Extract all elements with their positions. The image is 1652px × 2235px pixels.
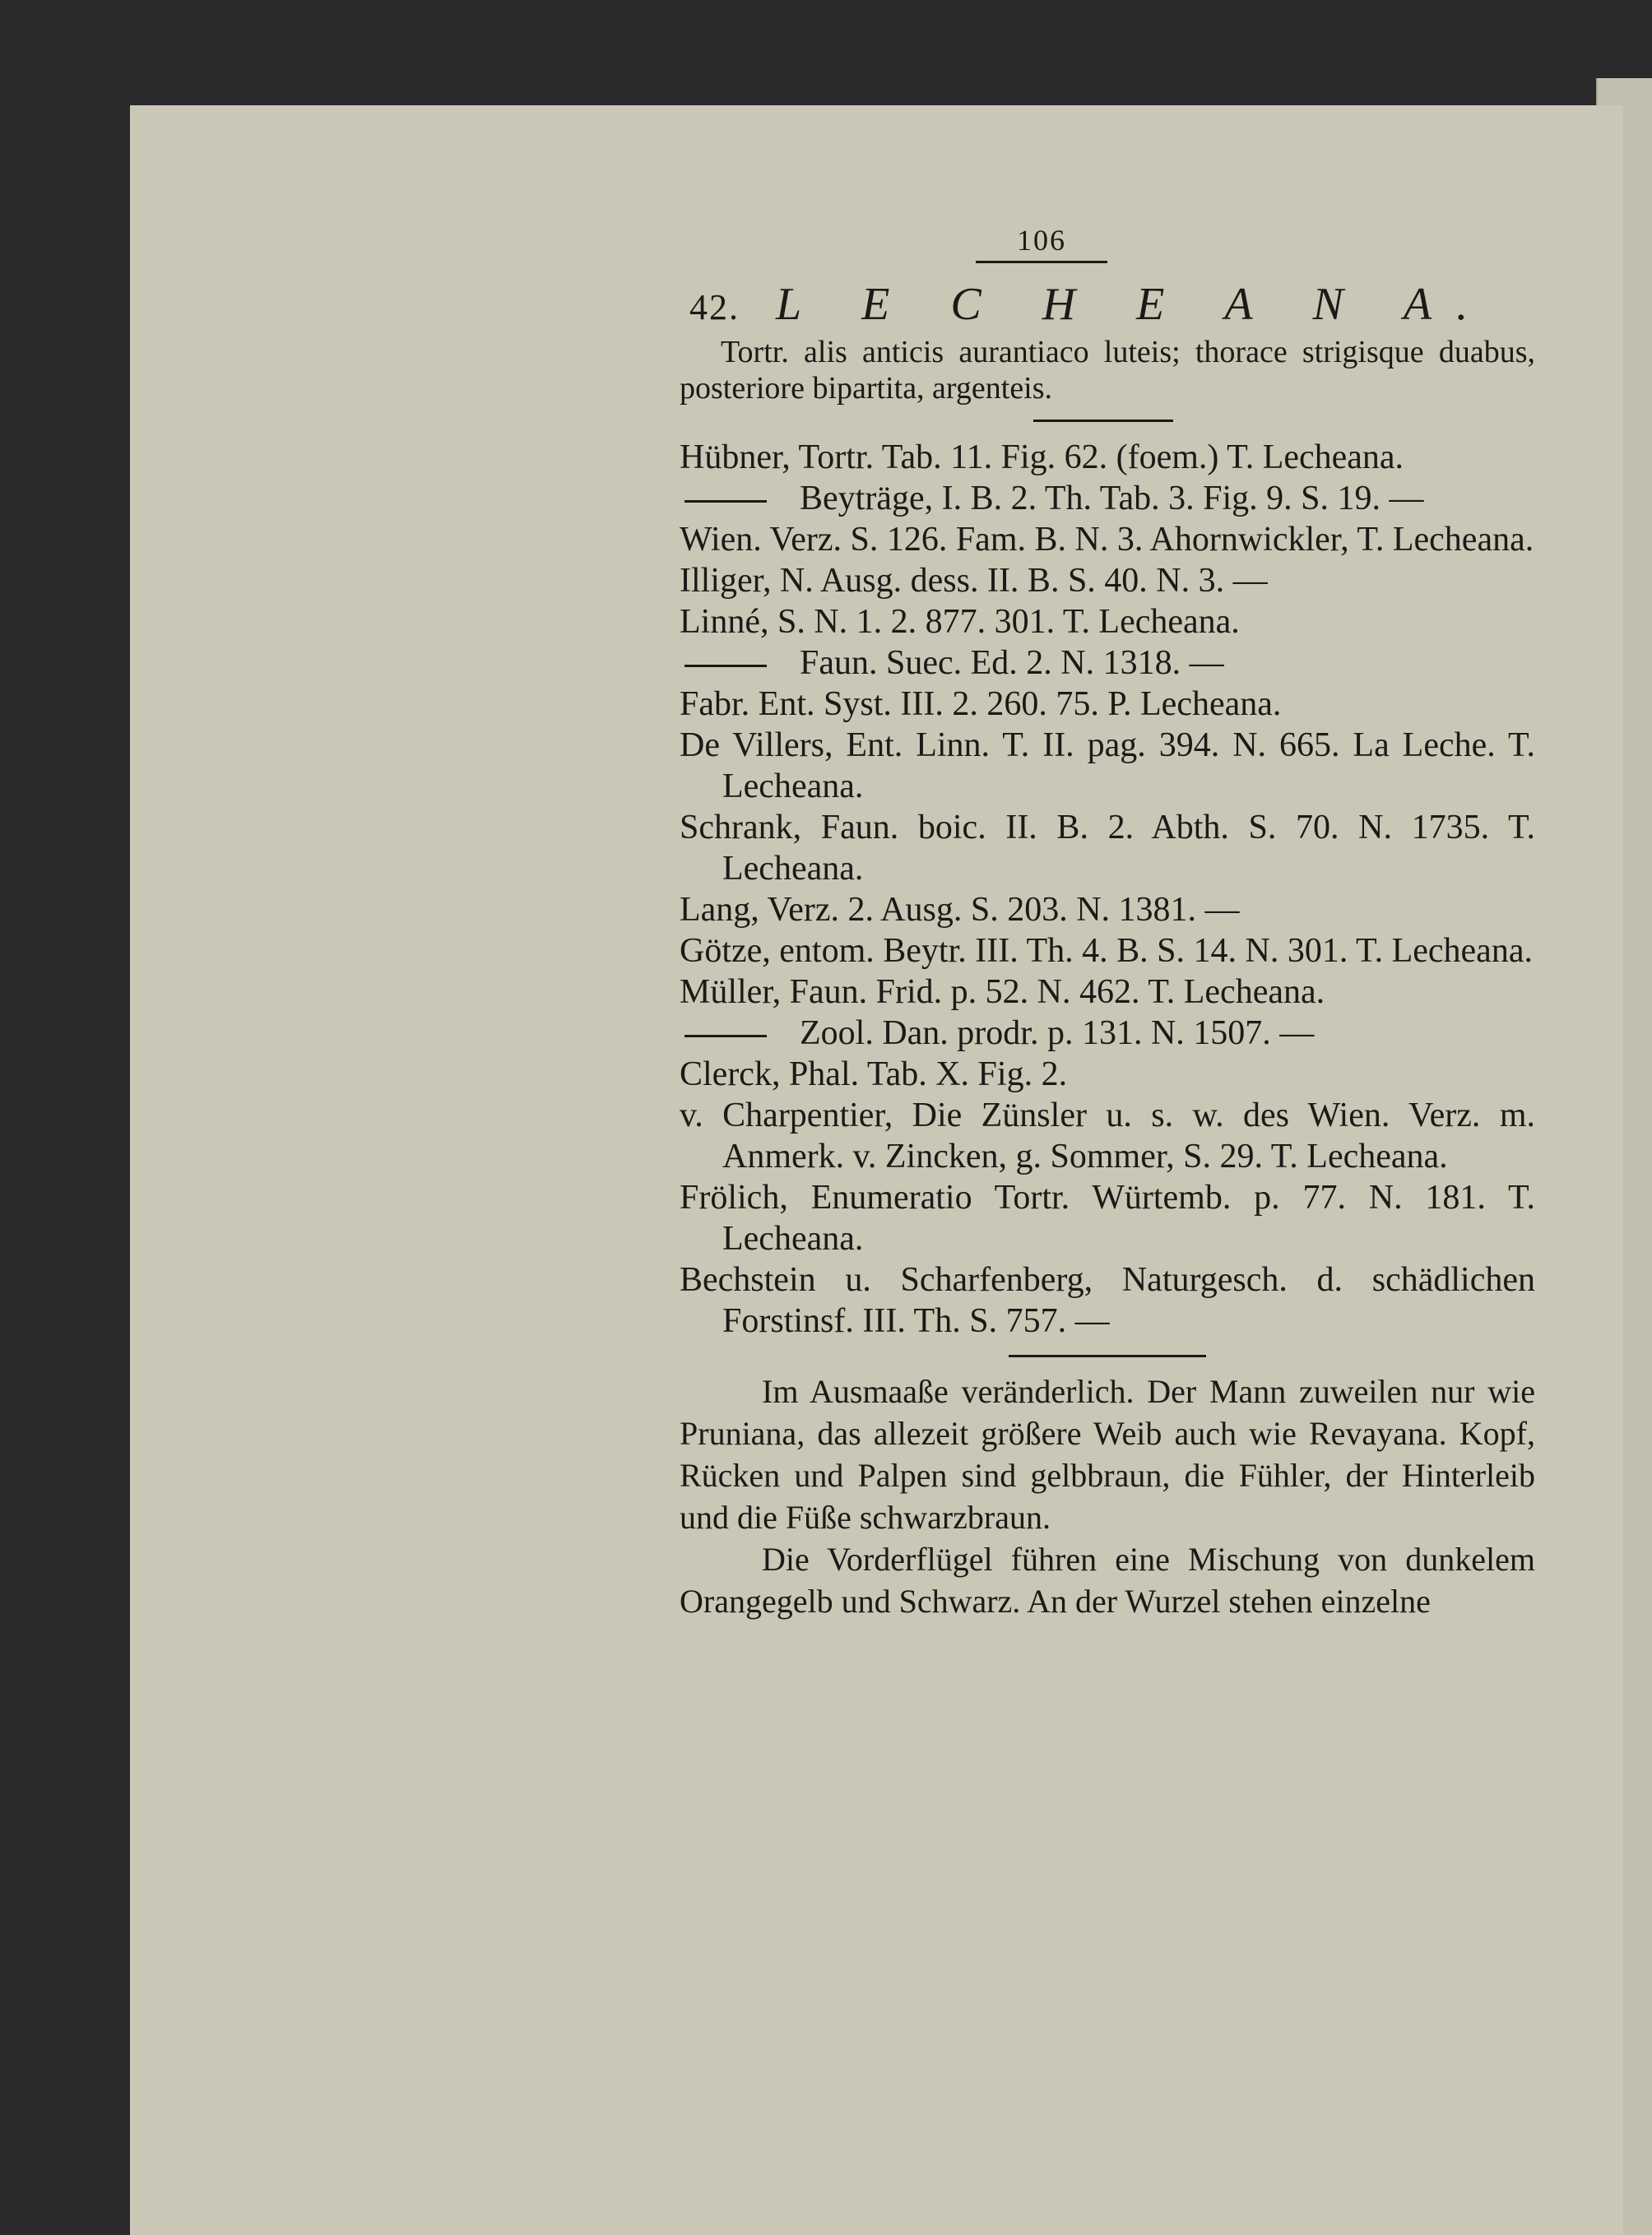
reference-item: Zool. Dan. prodr. p. 131. N. 1507. —: [680, 1013, 1535, 1054]
page-number: 106: [976, 222, 1107, 263]
description-paragraph: Im Ausmaaße veränderlich. Der Mann zuweilen nur wie Pruniana, das allezeit größere Weib auch wie Revayana. Kopf, Rücken und Palpen sind gelbbraun, die Fühler, der Hinterleib und die Füße schwarzbraun.: [680, 1373, 1535, 1536]
reference-list: [680, 437, 1535, 1342]
ditto-dash: [684, 1035, 767, 1037]
reference-item: Illiger, N. Ausg. dess. II. B. S. 40. N. 3. —: [680, 562, 1268, 600]
reference-item: Wien. Verz. S. 126. Fam. B. N. 3. Ahornwickler, T. Lecheana.: [680, 521, 1534, 559]
reference-item: Fabr. Ent. Syst. III. 2. 260. 75. P. Lecheana.: [680, 685, 1282, 723]
entry-number: 42.: [689, 287, 740, 327]
reference-item: Linné, S. N. 1. 2. 877. 301. T. Lecheana.: [680, 603, 1240, 641]
reference-item: De Villers, Ent. Linn. T. II. pag. 394. N. 665. La Leche. T. Lecheana.: [680, 726, 1535, 805]
reference-item: v. Charpentier, Die Zünsler u. s. w. des Wien. Verz. m. Anmerk. v. Zincken, g. Sommer, S. 29. T. Lecheana.: [680, 1097, 1535, 1175]
page-text: [680, 222, 1535, 1622]
reference-item: Hübner, Tortr. Tab. 11. Fig. 62. (foem.) T. Lecheana.: [680, 438, 1404, 476]
description-paragraph: Die Vorderflügel führen eine Mischung von dunkelem Orangegelb und Schwarz. An der Wurzel stehen einzelne: [680, 1541, 1535, 1620]
reference-item: Götze, entom. Beytr. III. Th. 4. B. S. 14. N. 301. T. Lecheana.: [680, 932, 1533, 970]
entry-heading: [680, 278, 1535, 334]
entry-name: L E C H E A N A.: [776, 279, 1493, 330]
ditto-dash: [684, 665, 767, 667]
ditto-dash: [684, 500, 767, 503]
section-divider: [1009, 1355, 1206, 1357]
reference-item: Clerck, Phal. Tab. X. Fig. 2.: [680, 1055, 1068, 1093]
reference-item: Schrank, Faun. boic. II. B. 2. Abth. S. 70. N. 1735. T. Lecheana.: [680, 809, 1535, 888]
reference-item: Lang, Verz. 2. Ausg. S. 203. N. 1381. —: [680, 891, 1240, 929]
reference-item: Bechstein u. Scharfenberg, Naturgesch. d. schädlichen Forstinsf. III. Th. S. 757. —: [680, 1261, 1535, 1340]
reference-item: Frölich, Enumeratio Tortr. Würtemb. p. 77. N. 181. T. Lecheana.: [680, 1179, 1535, 1258]
reference-item: Faun. Suec. Ed. 2. N. 1318. —: [680, 642, 1535, 684]
reference-item: Beyträge, I. B. 2. Th. Tab. 3. Fig. 9. S. 19. —: [680, 478, 1535, 519]
entry-diagnosis: Tortr. alis anticis aurantiaco luteis; thorace strigisque duabus, posteriore bipartita, argenteis.: [680, 335, 1535, 406]
section-divider: [1033, 420, 1173, 422]
reference-item: Müller, Faun. Frid. p. 52. N. 462. T. Lecheana.: [680, 973, 1325, 1011]
